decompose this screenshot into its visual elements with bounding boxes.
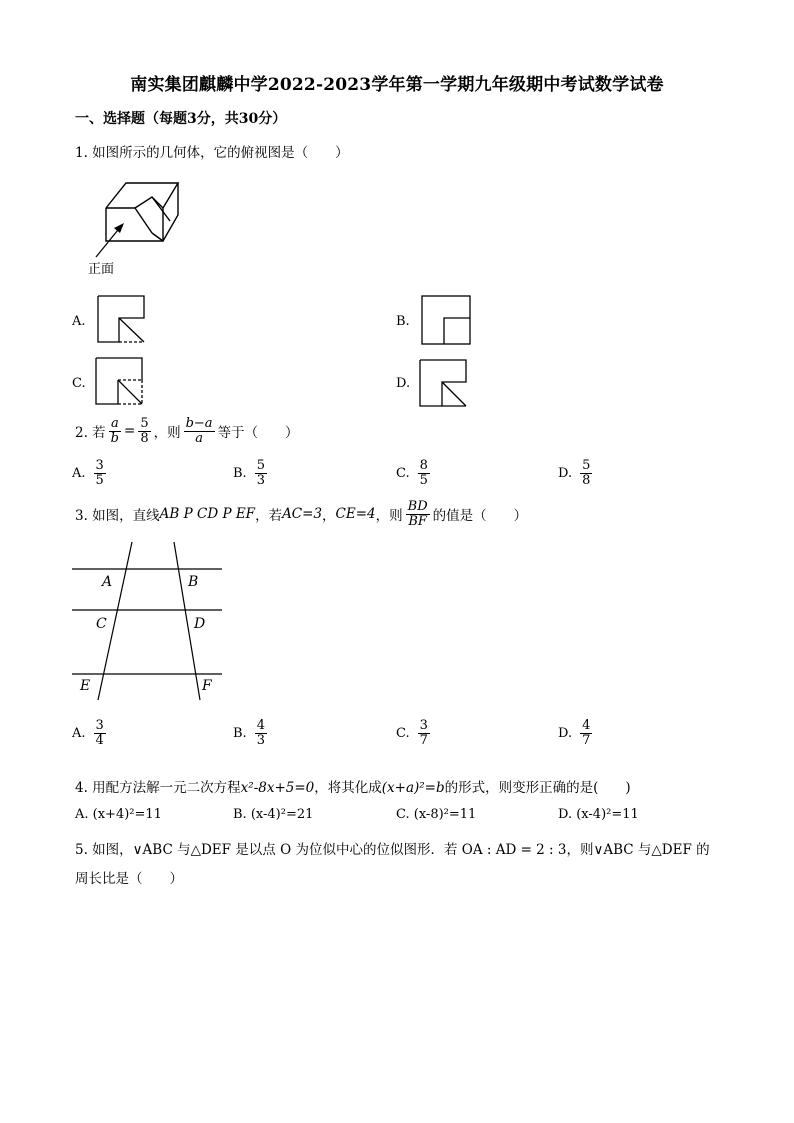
q2-option-d-fraction xyxy=(580,459,592,487)
q3-prefix: 3. 如图，直线 xyxy=(75,508,160,525)
q2-equals: = xyxy=(124,423,136,440)
q2-expr-den: a xyxy=(195,430,203,446)
q2-option-b-fraction xyxy=(255,459,267,487)
q2-d-num: 5 xyxy=(582,458,591,473)
point-d: D xyxy=(194,616,206,632)
q4-option-d[interactable]: D. (x-4)²=11 xyxy=(558,807,639,822)
q3-option-d-fraction xyxy=(580,719,592,747)
q2-expression-fraction xyxy=(184,417,215,445)
q3-option-c-fraction xyxy=(418,719,430,747)
q3-option-b-letter: B. xyxy=(233,725,247,741)
q4-stem-b: ，将其化成 xyxy=(314,780,382,796)
q3-d-den: 7 xyxy=(582,732,591,748)
q2-option-a-letter: A. xyxy=(72,465,86,481)
q3-option-a-fraction xyxy=(94,719,106,747)
question-5-stem-line-2: 周长比是（ ） xyxy=(75,871,183,887)
q4-stem-a: 4. 用配方法解一元二次方程 xyxy=(75,780,241,796)
q2-c-num: 8 xyxy=(419,458,428,473)
question-1-solid-figure xyxy=(80,175,200,285)
q2-expr-num: b−a xyxy=(185,416,213,431)
q3-option-c[interactable] xyxy=(396,719,433,747)
q2-d-den: 8 xyxy=(582,472,591,488)
q3-then: ，则 xyxy=(375,508,403,525)
q3-option-b-fraction xyxy=(255,719,267,747)
point-e: E xyxy=(80,678,91,694)
q2-a-num: 3 xyxy=(95,458,104,473)
q2-cond-num: a xyxy=(110,416,119,431)
q3-c-num: 3 xyxy=(419,718,428,733)
q1-option-b-figure[interactable] xyxy=(420,294,474,348)
q2-val-num: 5 xyxy=(140,416,149,431)
question-3-parallel-lines-figure xyxy=(70,540,230,705)
q2-suffix: 等于（ ） xyxy=(217,425,299,442)
q2-cond-den: b xyxy=(110,430,119,446)
q3-b-num: 4 xyxy=(256,718,265,733)
q2-val-den: 8 xyxy=(140,430,149,446)
q4-stem-c: 的形式，则变形正确的是( ) xyxy=(444,780,631,796)
q2-option-a-fraction xyxy=(94,459,106,487)
q4-option-b[interactable]: B. (x-4)²=21 xyxy=(233,807,314,822)
q3-option-a-letter: A. xyxy=(72,725,86,741)
q3-given-ce: CE=4 xyxy=(335,506,376,523)
q2-option-d[interactable] xyxy=(558,459,595,487)
point-c: C xyxy=(96,616,107,632)
q1-option-b-label[interactable]: B. xyxy=(396,314,410,329)
q4-option-a[interactable]: A. (x+4)²=11 xyxy=(75,807,162,822)
q2-mid: ，则 xyxy=(153,425,181,442)
question-2-stem xyxy=(75,417,299,445)
page-title: 南实集团麒麟中学2022-2023学年第一学期九年级期中考试数学试卷 xyxy=(130,75,664,95)
q1-option-a-label[interactable]: A. xyxy=(72,314,86,329)
q1-option-a-figure[interactable] xyxy=(96,294,148,346)
q3-option-b[interactable] xyxy=(233,719,270,747)
q3-ratio-fraction xyxy=(406,500,430,528)
q3-given-ac: AC=3 xyxy=(282,506,323,523)
q3-parallel-lines: AB P CD P EF xyxy=(159,506,256,523)
q2-condition-fraction xyxy=(109,417,121,445)
q3-option-d[interactable] xyxy=(558,719,595,747)
point-f: F xyxy=(202,678,212,694)
q4-option-c[interactable]: C. (x-8)²=11 xyxy=(396,807,477,822)
q2-option-c-letter: C. xyxy=(396,465,410,481)
point-a: A xyxy=(102,574,113,590)
q3-option-d-letter: D. xyxy=(558,725,573,741)
q2-option-c[interactable] xyxy=(396,459,433,487)
q3-ratio-num: BD xyxy=(407,499,428,514)
q2-option-b-letter: B. xyxy=(233,465,247,481)
q3-b-den: 3 xyxy=(256,732,265,748)
question-4-stem xyxy=(75,776,631,796)
q3-a-num: 3 xyxy=(95,718,104,733)
q3-ratio-den: BF xyxy=(408,513,427,529)
q2-prefix: 2. 若 xyxy=(75,425,106,442)
question-5-stem-line-1: 5. 如图，∨ABC 与△DEF 是以点 O 为位似中心的位似图形．若 OA : AD = 2 : 3，则∨ABC 与△DEF 的 xyxy=(75,842,710,858)
point-b: B xyxy=(188,574,199,590)
q3-option-a[interactable] xyxy=(72,719,109,747)
q2-option-c-fraction xyxy=(418,459,430,487)
q2-c-den: 5 xyxy=(419,472,428,488)
question-1-stem: 1. 如图所示的几何体，它的俯视图是（ ） xyxy=(75,145,349,161)
q1-option-d-figure[interactable] xyxy=(418,358,470,410)
q1-option-c-figure[interactable] xyxy=(94,356,148,408)
q2-option-b[interactable] xyxy=(233,459,270,487)
q2-value-fraction xyxy=(138,417,150,445)
q3-suffix: 的值是（ ） xyxy=(432,508,528,525)
section-heading: 一、选择题（每题3分，共30分） xyxy=(75,111,287,127)
q2-a-den: 5 xyxy=(95,472,104,488)
q3-option-c-letter: C. xyxy=(396,725,410,741)
q3-mid: ，若 xyxy=(255,508,283,525)
q1-option-c-label[interactable]: C. xyxy=(72,376,86,391)
front-label: 正面 xyxy=(88,262,115,277)
q4-equation: x²-8x+5=0 xyxy=(240,780,315,796)
q2-option-d-letter: D. xyxy=(558,465,573,481)
q2-b-den: 3 xyxy=(256,472,265,488)
q1-option-d-label[interactable]: D. xyxy=(396,376,411,391)
q4-form: (x+a)²=b xyxy=(381,780,445,796)
q3-c-den: 7 xyxy=(419,732,428,748)
q3-d-num: 4 xyxy=(582,718,591,733)
q2-option-a[interactable] xyxy=(72,459,109,487)
q2-b-num: 5 xyxy=(256,458,265,473)
q3-separator: ， xyxy=(322,508,336,525)
question-3-stem xyxy=(75,500,527,528)
q3-a-den: 4 xyxy=(95,732,104,748)
